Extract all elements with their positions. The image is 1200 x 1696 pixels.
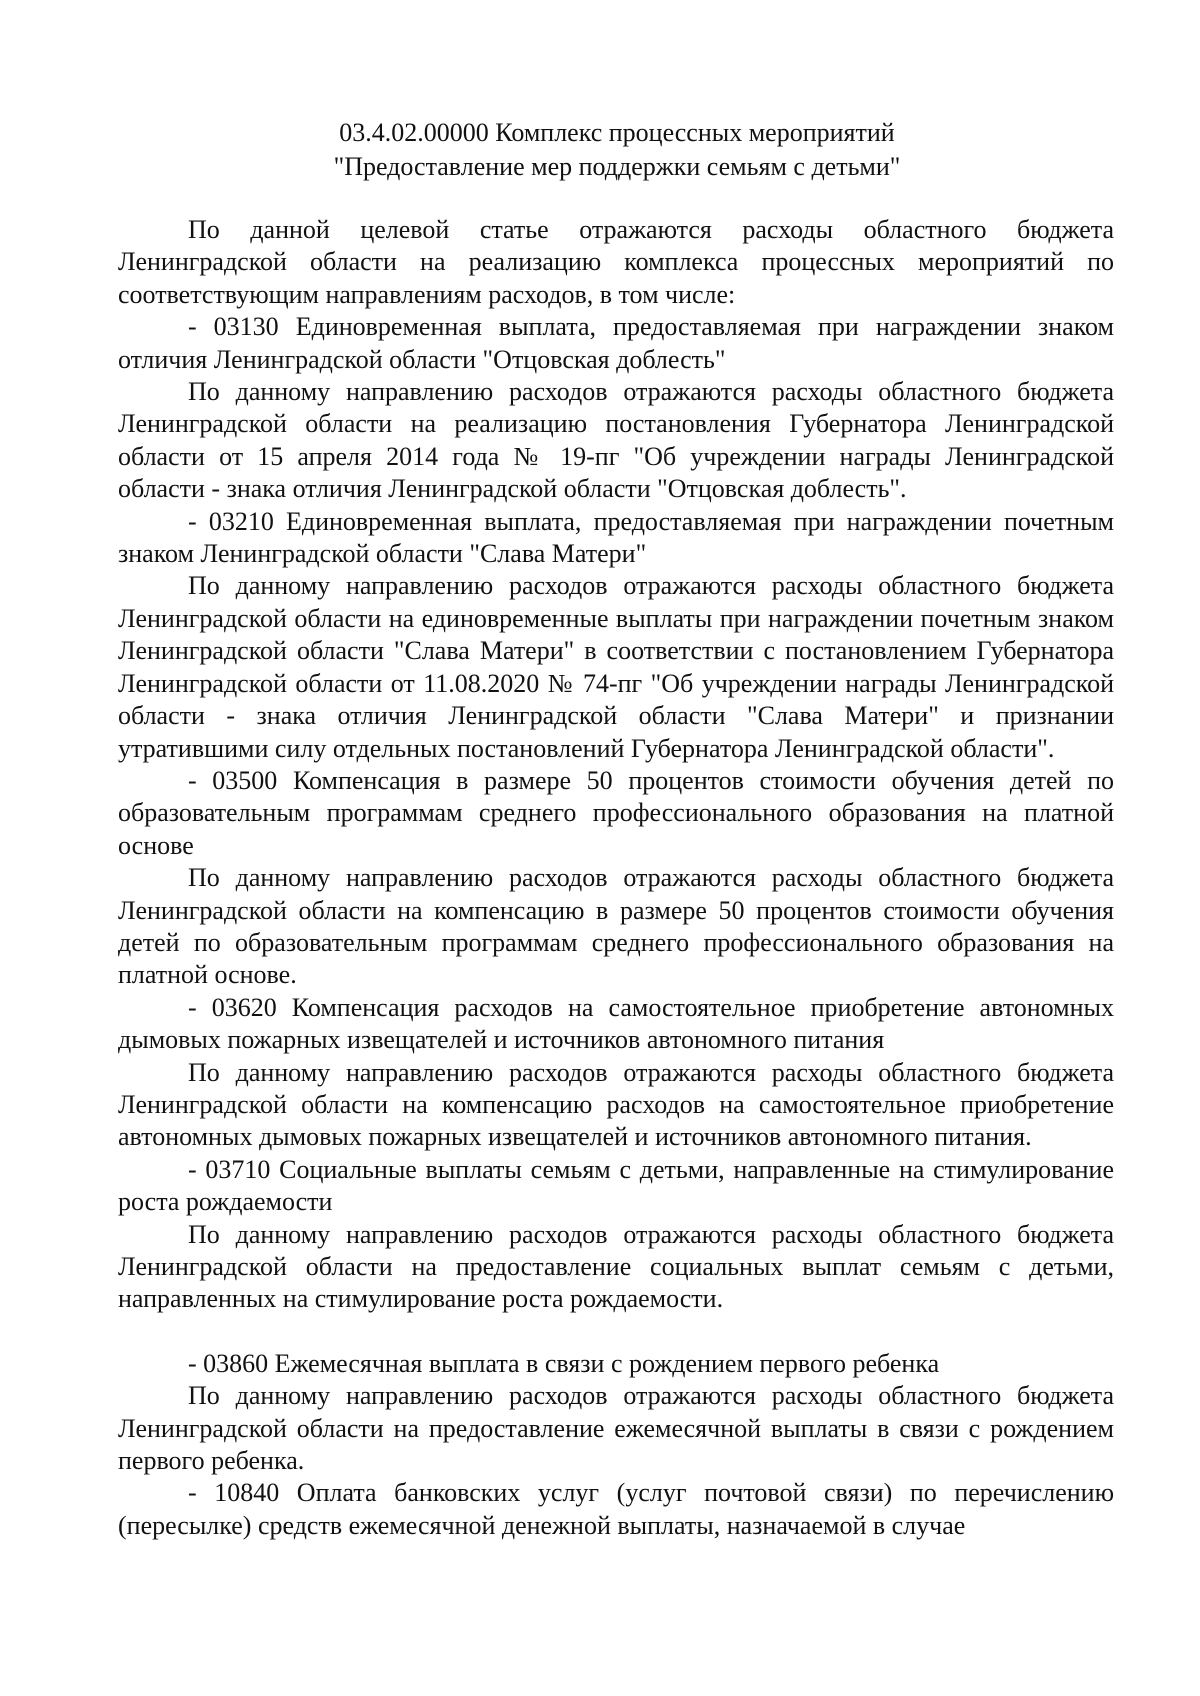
item-03210-heading: - 03210 Единовременная выплата, предоставляемая при награждении почетным знаком Ленинградской области "Слава Матери" bbox=[118, 506, 1114, 569]
item-10840-heading: - 10840 Оплата банковских услуг (услуг почтовой связи) по перечислению (пересылке) средств ежемесячной денежной выплаты, назначаемой в случае bbox=[118, 1478, 1114, 1540]
item-03210-description: По данному направлению расходов отражаются расходы областного бюджета Ленинградской области на единовременные выплаты при награждении почетным знаком Ленинградской области "Слава Матери" в соответствии с постановлением Губернатора Ленинградской области от 11.08.2020 № 74-пг "Об учреждении награды Ленинградской области - знака отличия Ленинградской области "Слава Матери" и признании утратившими силу отдельных постановлений Губернатора Ленинградской области". bbox=[118, 571, 1114, 763]
paragraph-intro: По данной целевой статье отражаются расходы областного бюджета Ленинградской области на реализацию комплекса процессных мероприятий по соответствующим направлениям расходов, в том числе: bbox=[118, 215, 1114, 309]
document-header bbox=[120, 116, 1114, 184]
header-title-line-2: "Предоставление мер поддержки семьям с детьми" bbox=[333, 152, 901, 181]
item-03860-heading: - 03860 Ежемесячная выплата в связи с рождением первого ребенка bbox=[188, 1348, 940, 1378]
item-03500-heading: - 03500 Компенсация в размере 50 процентов стоимости обучения детей по образовательным программам среднего профессионального образования на платной основе bbox=[118, 765, 1114, 860]
document-body bbox=[118, 214, 1114, 1542]
item-03620-heading: - 03620 Компенсация расходов на самостоятельное приобретение автономных дымовых пожарных извещателей и источников автономного питания bbox=[118, 992, 1114, 1055]
header-title-line-1: 03.4.02.00000 Комплекс процессных мероприятий bbox=[339, 118, 895, 147]
item-03130-description: По данному направлению расходов отражаются расходы областного бюджета Ленинградской области на реализацию постановления Губернатора Ленинградской области от 15 апреля 2014 года № 19-пг "Об учреждении награды Ленинградской области - знака отличия Ленинградской области "Отцовская доблесть". bbox=[118, 377, 1114, 504]
item-03500-description: По данному направлению расходов отражаются расходы областного бюджета Ленинградской области на компенсацию в размере 50 процентов стоимости обучения детей по образовательным программам среднего профессионального образования на платной основе. bbox=[118, 863, 1114, 990]
item-03620-description: По данному направлению расходов отражаются расходы областного бюджета Ленинградской области на компенсацию расходов на самостоятельное приобретение автономных дымовых пожарных извещателей и источников автономного питания. bbox=[118, 1057, 1114, 1152]
item-03710-heading: - 03710 Социальные выплаты семьям с детьми, направленные на стимулирование роста рождаемости bbox=[118, 1154, 1114, 1217]
item-03710-description: По данному направлению расходов отражаются расходы областного бюджета Ленинградской области на предоставление социальных выплат семьям с детьми, направленных на стимулирование роста рождаемости. bbox=[118, 1219, 1114, 1314]
item-03130-heading: - 03130 Единовременная выплата, предоставляемая при награждении знаком отличия Ленинградской области "Отцовская доблесть" bbox=[118, 312, 1114, 374]
item-03860-description: По данному направлению расходов отражаются расходы областного бюджета Ленинградской области на предоставление ежемесячной выплаты в связи с рождением первого ребенка. bbox=[118, 1381, 1114, 1476]
